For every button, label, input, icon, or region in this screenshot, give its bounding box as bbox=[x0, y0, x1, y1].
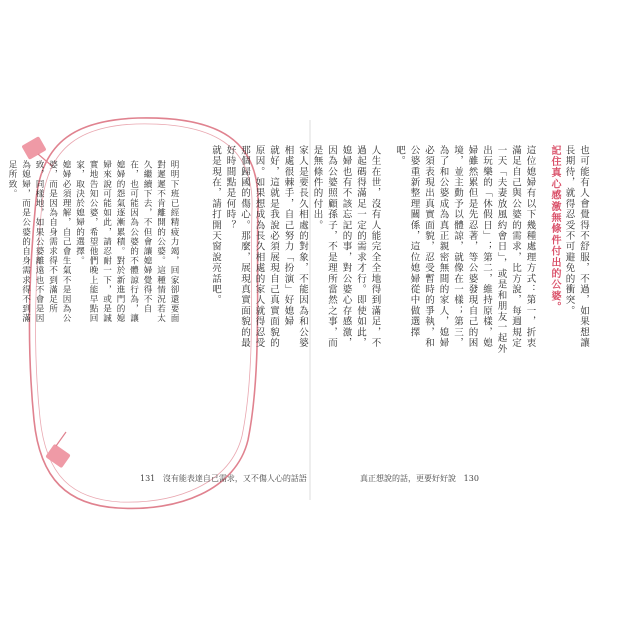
page-number: 130 bbox=[463, 474, 479, 483]
callout-heading: 記住真心感激無條件付出的公婆。 bbox=[549, 145, 560, 313]
left-paragraph: 就是現在，請打開天窗說亮話吧。 bbox=[210, 145, 221, 306]
right-main-text bbox=[282, 145, 590, 355]
right-footer bbox=[360, 473, 479, 484]
left-main-text bbox=[210, 145, 280, 355]
right-paragraph: 這位媳婦有以下幾種處理方式：第一，折衷滿足自己與公婆的需求，比方說，每週規定一天「夫妻放風約會日」，或是和朋友一起外出玩樂的「休假日」；第二，維持原樣，媳婦雖然累但是先忍著，等公婆發現自己的困境，並主動予以體諒，就像在一樣；第三，為了和公婆成為真正親密無間的家人，媳婦必須表現出真實面貌，忍受暫時的爭執，和公婆重新整理關係，這位媳婦從中做選擇吧。 bbox=[394, 145, 536, 355]
right-paragraph: 人生在世，沒有人能完全全地得到滿足，不過起碼得滿足一定的需求才行。即使如此，媳婦也有不該忘記的事，對公婆心存感激，因為公婆照顧孫子，不是理所當然之事，而是無條件的付出。 bbox=[311, 145, 381, 349]
pin-bottom-icon bbox=[45, 432, 71, 468]
left-paragraph: 就好，這就是我說必須展現自己真實面貌的原因。如果想成為長久相處的家人就得忍受那個歸國的傷心。那麼，展現真實面貌的最好時間點是何時？ bbox=[224, 145, 279, 349]
left-footer bbox=[140, 473, 307, 484]
page-number: 131 bbox=[140, 474, 156, 483]
intro-paragraph: 也可能有人會覺得不舒服，不過，如果想讓長期待，就得忍受不可避免的衝突。 bbox=[563, 145, 589, 349]
running-title: 真正想說的話，更要好好說 bbox=[360, 474, 456, 483]
box-paragraph: 明明下班已經精疲力竭，回家卻還要面對遲遲不肯離開的公婆。這種情況若太久繼續下去，不但會讓媳婦覺得不自在，也可能因為公婆的不體諒行為，讓媳婦的怨氣逐漸累積。對於新進門的媳婦來說可能如此，請忍耐一下，或是誠實地告知公婆，希望他們晚上能早點回家，取決於媳婦的選擇。 bbox=[74, 160, 179, 324]
box-paragraph: 媳婦必須理解，自己會生氣不是因為公婆，而是因為自身需求得不到滿足所致，同樣地，如果公婆離遠也不會是因為媳婦，而是公婆的自身需求得不到滿足所致。 bbox=[7, 160, 71, 324]
boxed-example-text bbox=[7, 160, 180, 330]
running-title: 沒有能表達自己需求，又不傷人心的話語 bbox=[162, 474, 307, 483]
right-paragraph: 家人是要長久相處的對象，不能因為和公婆相處很棘手，自己努力「扮演」好媳婦 bbox=[282, 145, 308, 349]
